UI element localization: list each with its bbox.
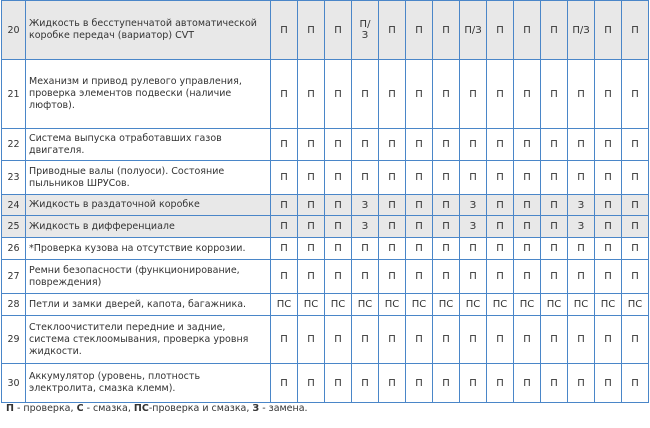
service-code-cell: П bbox=[325, 129, 352, 161]
service-code-cell: П bbox=[514, 195, 541, 216]
service-code-cell: П bbox=[460, 364, 487, 403]
table-row bbox=[2, 316, 649, 364]
service-code-cell: П bbox=[595, 260, 622, 294]
service-code-cell: П bbox=[541, 216, 568, 238]
legend-z-code: З bbox=[252, 403, 260, 414]
row-number: 22 bbox=[2, 129, 26, 161]
row-description: Жидкость в дифференциале bbox=[26, 216, 271, 238]
service-code-cell: П bbox=[514, 364, 541, 403]
service-code-cell: П bbox=[352, 316, 379, 364]
service-code-cell: П bbox=[433, 364, 460, 403]
service-code-cell: П bbox=[379, 60, 406, 129]
service-code-cell: П bbox=[541, 129, 568, 161]
service-code-cell: П bbox=[406, 260, 433, 294]
service-code-cell: П bbox=[460, 260, 487, 294]
row-description: Ремни безопасности (функционирование, повреждения) bbox=[26, 260, 271, 294]
service-code-cell: ПС bbox=[541, 294, 568, 316]
service-code-cell: П bbox=[379, 161, 406, 195]
service-code-cell: П bbox=[568, 238, 595, 260]
service-code-cell: П bbox=[541, 316, 568, 364]
service-code-cell: П bbox=[271, 195, 298, 216]
service-code-cell: П bbox=[271, 1, 298, 60]
table-row bbox=[2, 60, 649, 129]
row-description: *Проверка кузова на отсутствие коррозии. bbox=[26, 238, 271, 260]
service-code-cell: П bbox=[622, 129, 649, 161]
service-code-cell: ПС bbox=[406, 294, 433, 316]
service-code-cell: З bbox=[352, 216, 379, 238]
service-code-cell: П bbox=[271, 238, 298, 260]
service-code-cell: П bbox=[568, 364, 595, 403]
service-code-cell: П/ З bbox=[352, 1, 379, 60]
service-code-cell: П bbox=[595, 316, 622, 364]
row-description: Система выпуска отработавших газов двигателя. bbox=[26, 129, 271, 161]
service-code-cell: П bbox=[325, 238, 352, 260]
service-code-cell: П bbox=[379, 129, 406, 161]
service-code-cell: П bbox=[460, 60, 487, 129]
legend-s-code: С bbox=[76, 403, 84, 414]
service-code-cell: П bbox=[325, 216, 352, 238]
service-code-cell: П bbox=[433, 316, 460, 364]
service-code-cell: П bbox=[541, 161, 568, 195]
row-number: 24 bbox=[2, 195, 26, 216]
service-code-cell: П bbox=[352, 60, 379, 129]
service-code-cell: П bbox=[487, 1, 514, 60]
service-code-cell: ПС bbox=[514, 294, 541, 316]
row-number: 20 bbox=[2, 1, 26, 60]
service-code-cell: П bbox=[406, 216, 433, 238]
row-number: 28 bbox=[2, 294, 26, 316]
service-code-cell: П bbox=[406, 129, 433, 161]
service-code-cell: П bbox=[271, 260, 298, 294]
service-code-cell: П bbox=[325, 60, 352, 129]
service-code-cell: П bbox=[622, 195, 649, 216]
table-row bbox=[2, 260, 649, 294]
service-code-cell: ПС bbox=[433, 294, 460, 316]
service-code-cell: П bbox=[487, 60, 514, 129]
row-description: Аккумулятор (уровень, плотность электролита, смазка клемм). bbox=[26, 364, 271, 403]
service-code-cell: П bbox=[352, 161, 379, 195]
service-code-cell: П bbox=[325, 161, 352, 195]
service-code-cell: П bbox=[406, 195, 433, 216]
service-code-cell: ПС bbox=[460, 294, 487, 316]
service-code-cell: П bbox=[325, 1, 352, 60]
service-code-cell: П bbox=[325, 316, 352, 364]
service-code-cell: П bbox=[514, 161, 541, 195]
service-code-cell: П bbox=[352, 129, 379, 161]
service-code-cell: П bbox=[541, 195, 568, 216]
service-code-cell: П bbox=[568, 260, 595, 294]
service-code-cell: П bbox=[379, 316, 406, 364]
service-code-cell: П bbox=[622, 60, 649, 129]
row-description: Петли и замки дверей, капота, багажника. bbox=[26, 294, 271, 316]
service-code-cell: П bbox=[298, 238, 325, 260]
service-code-cell: П bbox=[433, 161, 460, 195]
service-code-cell: П bbox=[325, 195, 352, 216]
service-code-cell: З bbox=[568, 216, 595, 238]
service-code-cell: П bbox=[568, 316, 595, 364]
service-code-cell: П bbox=[541, 364, 568, 403]
legend bbox=[6, 403, 308, 414]
service-code-cell: П bbox=[406, 238, 433, 260]
service-code-cell: П bbox=[298, 161, 325, 195]
row-number: 21 bbox=[2, 60, 26, 129]
service-code-cell: П bbox=[325, 364, 352, 403]
service-code-cell: П bbox=[379, 195, 406, 216]
service-code-cell: П bbox=[487, 364, 514, 403]
legend-z-text: - замена. bbox=[259, 403, 308, 414]
service-code-cell: П bbox=[514, 260, 541, 294]
service-code-cell: П bbox=[406, 364, 433, 403]
table-row bbox=[2, 238, 649, 260]
service-code-cell: П bbox=[487, 161, 514, 195]
service-code-cell: П bbox=[460, 129, 487, 161]
service-code-cell: П bbox=[622, 238, 649, 260]
service-code-cell: ПС bbox=[298, 294, 325, 316]
service-code-cell: П bbox=[622, 260, 649, 294]
service-code-cell: П bbox=[433, 60, 460, 129]
service-code-cell: П bbox=[433, 1, 460, 60]
service-code-cell: П bbox=[271, 60, 298, 129]
service-code-cell: П bbox=[406, 1, 433, 60]
service-code-cell: З bbox=[460, 195, 487, 216]
service-code-cell: П bbox=[406, 316, 433, 364]
service-code-cell: П bbox=[433, 260, 460, 294]
table-row bbox=[2, 294, 649, 316]
service-code-cell: П bbox=[487, 238, 514, 260]
service-code-cell: П bbox=[568, 60, 595, 129]
service-code-cell: З bbox=[460, 216, 487, 238]
service-code-cell: П bbox=[595, 129, 622, 161]
service-code-cell: П bbox=[433, 238, 460, 260]
service-code-cell: П/З bbox=[460, 1, 487, 60]
service-code-cell: П bbox=[595, 1, 622, 60]
legend-p-text: - проверка, bbox=[13, 403, 77, 414]
legend-p-code: П bbox=[6, 403, 14, 414]
row-number: 29 bbox=[2, 316, 26, 364]
service-code-cell: П bbox=[514, 216, 541, 238]
service-code-cell: П bbox=[568, 129, 595, 161]
service-code-cell: П bbox=[514, 1, 541, 60]
service-code-cell: П bbox=[271, 216, 298, 238]
service-code-cell: П bbox=[568, 161, 595, 195]
service-code-cell: П bbox=[433, 129, 460, 161]
service-code-cell: П bbox=[514, 60, 541, 129]
service-code-cell: П bbox=[487, 195, 514, 216]
service-code-cell: П bbox=[622, 316, 649, 364]
service-code-cell: П bbox=[622, 216, 649, 238]
service-code-cell: ПС bbox=[379, 294, 406, 316]
service-code-cell: П bbox=[379, 364, 406, 403]
service-code-cell: П bbox=[514, 316, 541, 364]
service-code-cell: П bbox=[541, 60, 568, 129]
row-number: 25 bbox=[2, 216, 26, 238]
service-code-cell: П bbox=[298, 316, 325, 364]
row-number: 26 bbox=[2, 238, 26, 260]
service-code-cell: П bbox=[595, 216, 622, 238]
service-code-cell: П bbox=[298, 195, 325, 216]
service-code-cell: П bbox=[487, 216, 514, 238]
table-row bbox=[2, 161, 649, 195]
service-code-cell: ПС bbox=[622, 294, 649, 316]
service-code-cell: П bbox=[379, 216, 406, 238]
service-code-cell: П bbox=[541, 1, 568, 60]
service-code-cell: П bbox=[622, 364, 649, 403]
service-code-cell: П bbox=[460, 161, 487, 195]
service-code-cell: П bbox=[352, 238, 379, 260]
row-number: 23 bbox=[2, 161, 26, 195]
service-code-cell: ПС bbox=[595, 294, 622, 316]
service-code-cell: П bbox=[460, 316, 487, 364]
table-row bbox=[2, 364, 649, 403]
service-code-cell: П bbox=[271, 161, 298, 195]
service-code-cell: П bbox=[433, 195, 460, 216]
service-code-cell: З bbox=[352, 195, 379, 216]
service-code-cell: ПС bbox=[568, 294, 595, 316]
service-code-cell: П bbox=[595, 238, 622, 260]
service-code-cell: П bbox=[271, 129, 298, 161]
table-row bbox=[2, 216, 649, 238]
legend-ps-code: ПС bbox=[133, 403, 149, 414]
service-code-cell: П bbox=[352, 260, 379, 294]
row-description: Механизм и привод рулевого управления, проверка элементов подвески (наличие люфтов). bbox=[26, 60, 271, 129]
table-row bbox=[2, 1, 649, 60]
service-code-cell: З bbox=[568, 195, 595, 216]
service-code-cell: П bbox=[487, 260, 514, 294]
service-code-cell: П bbox=[298, 129, 325, 161]
maintenance-schedule-table bbox=[1, 0, 649, 403]
service-code-cell: П bbox=[541, 238, 568, 260]
service-code-cell: П bbox=[514, 129, 541, 161]
service-code-cell: П bbox=[595, 60, 622, 129]
service-code-cell: П bbox=[433, 216, 460, 238]
service-code-cell: П bbox=[379, 1, 406, 60]
service-code-cell: П bbox=[595, 161, 622, 195]
row-number: 30 bbox=[2, 364, 26, 403]
service-code-cell: П bbox=[352, 364, 379, 403]
service-code-cell: П bbox=[595, 195, 622, 216]
service-code-cell: П bbox=[379, 238, 406, 260]
service-code-cell: П bbox=[622, 1, 649, 60]
service-code-cell: П bbox=[622, 161, 649, 195]
legend-ps-text: -проверка и смазка, bbox=[148, 403, 253, 414]
service-code-cell: П bbox=[298, 216, 325, 238]
row-number: 27 bbox=[2, 260, 26, 294]
row-description: Приводные валы (полуоси). Состояние пыльников ШРУСов. bbox=[26, 161, 271, 195]
service-code-cell: П bbox=[298, 60, 325, 129]
service-code-cell: П bbox=[271, 364, 298, 403]
service-code-cell: П bbox=[298, 364, 325, 403]
service-code-cell: П bbox=[379, 260, 406, 294]
table-row bbox=[2, 195, 649, 216]
service-code-cell: П bbox=[298, 260, 325, 294]
service-code-cell: П bbox=[460, 238, 487, 260]
row-description: Стеклоочистители передние и задние, система стеклоомывания, проверка уровня жидкости. bbox=[26, 316, 271, 364]
service-code-cell: П bbox=[406, 60, 433, 129]
service-code-cell: П bbox=[406, 161, 433, 195]
row-description: Жидкость в раздаточной коробке bbox=[26, 195, 271, 216]
service-code-cell: ПС bbox=[487, 294, 514, 316]
service-code-cell: П bbox=[514, 238, 541, 260]
service-code-cell: П bbox=[487, 316, 514, 364]
legend-s-text: - смазка, bbox=[83, 403, 134, 414]
service-code-cell: П bbox=[595, 364, 622, 403]
service-code-cell: ПС bbox=[271, 294, 298, 316]
table-row bbox=[2, 129, 649, 161]
service-code-cell: ПС bbox=[325, 294, 352, 316]
service-code-cell: П bbox=[298, 1, 325, 60]
service-code-cell: П/З bbox=[568, 1, 595, 60]
service-code-cell: ПС bbox=[352, 294, 379, 316]
service-code-cell: П bbox=[271, 316, 298, 364]
service-code-cell: П bbox=[325, 260, 352, 294]
service-code-cell: П bbox=[541, 260, 568, 294]
service-code-cell: П bbox=[487, 129, 514, 161]
row-description: Жидкость в бесступенчатой автоматической коробке передач (вариатор) CVT bbox=[26, 1, 271, 60]
